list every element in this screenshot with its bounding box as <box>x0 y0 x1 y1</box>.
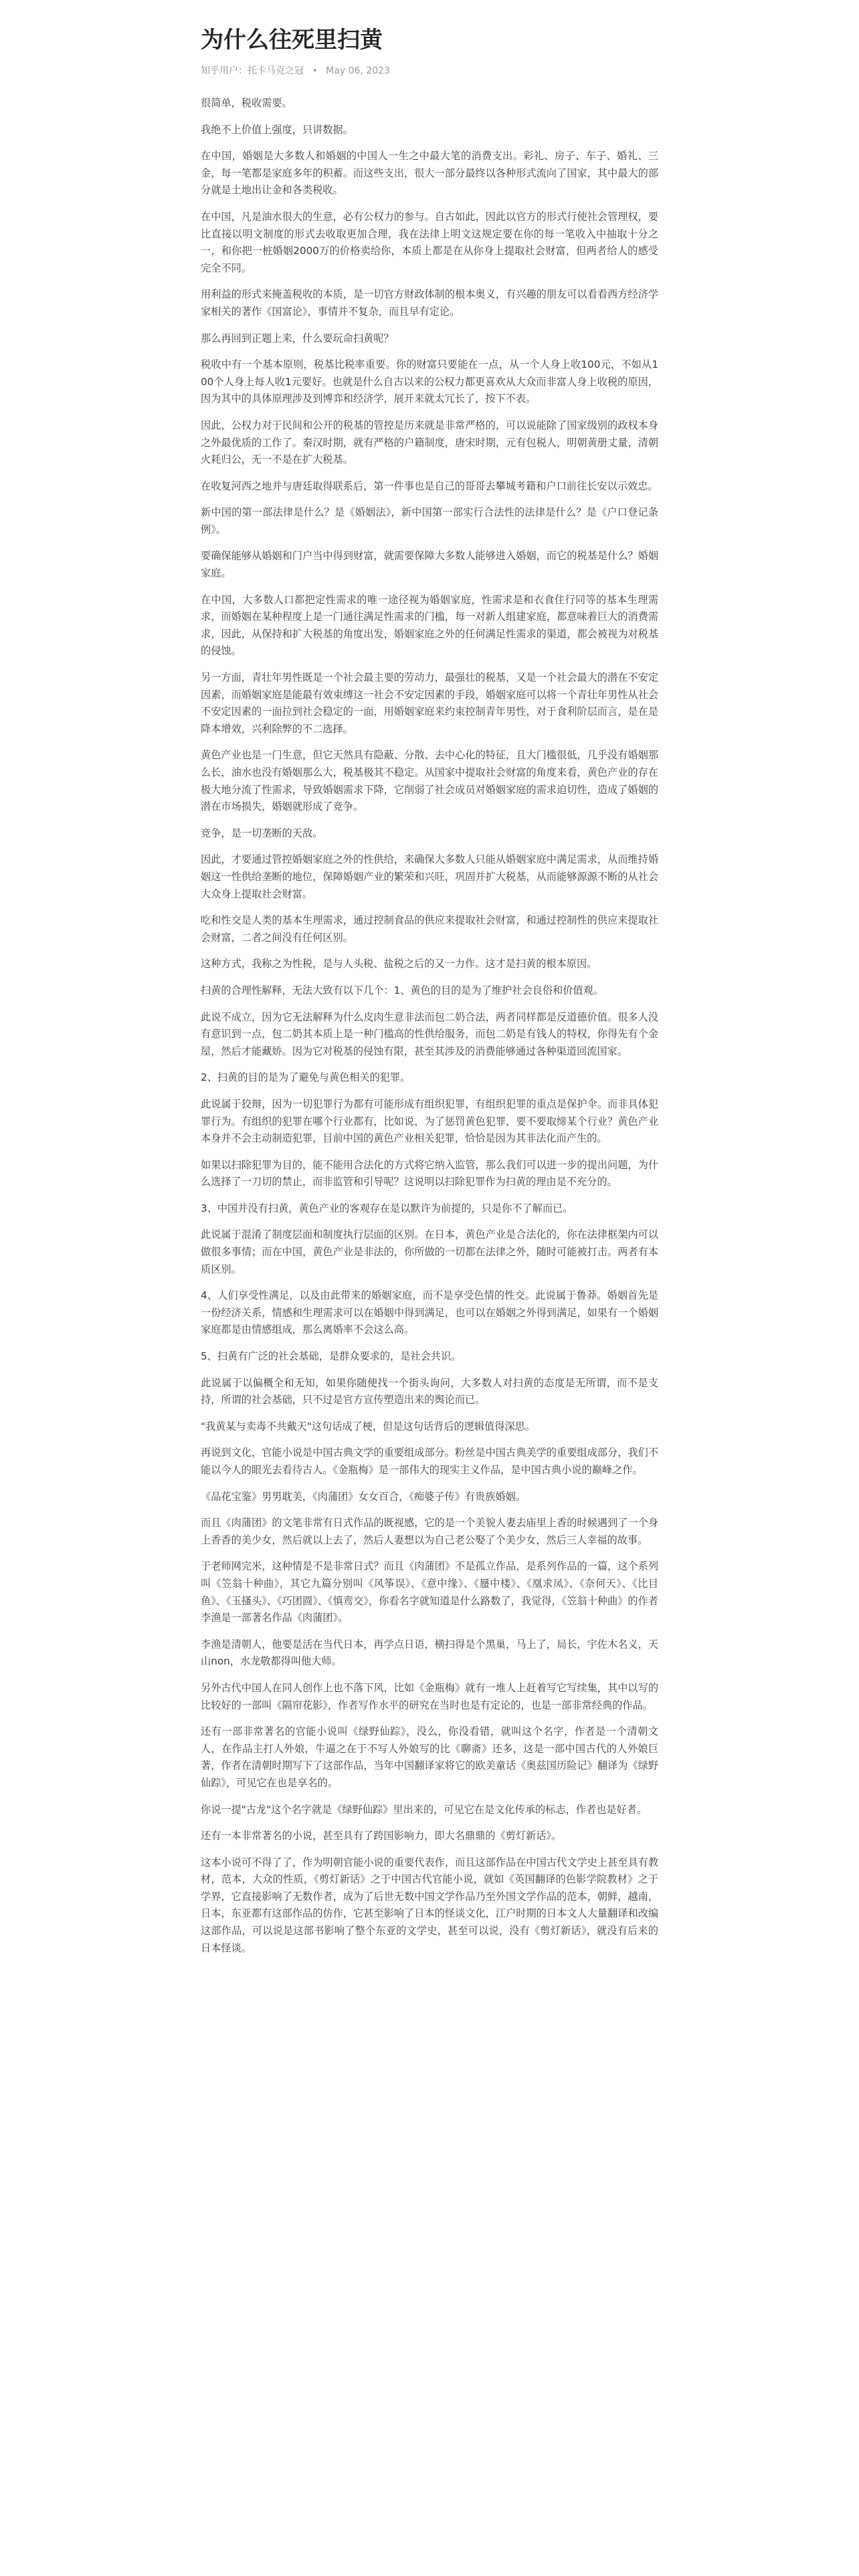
paragraph: 此说属于混淆了制度层面和制度执行层面的区别。在日本，黄色产业是合法化的，你在法律框架内可以做很多事情；而在中国，黄色产业是非法的，你所做的一切都在法律之外，随时可能被打击。两者有本质区别。 <box>201 1228 658 1275</box>
paragraph: 在中国，婚姻是大多数人和婚姻的中国人一生之中最大笔的消费支出。彩礼、房子、车子、婚礼、三金，每一笔都是家庭多年的积蓄。而这些支出，很大一部分最终以各种形式流向了国家，其中最大的部分就是土地出让金和各类税收。 <box>201 150 658 197</box>
paragraph: 2、扫黄的目的是为了避免与黄色相关的犯罪。 <box>201 1071 411 1084</box>
paragraph: 还有一部非常著名的官能小说叫《绿野仙踪》，没么，你没看错，就叫这个名字，作者是一个清朝文人，在作品主打人外娘，牛逼之在于不写人外娘写的比《聊斋》还多，这是一部中国古代的人外娘巨著，作者在清朝时期写下了这部作品，当年中国翻译家将它的欧美童话《奥兹国历险记》翻译为《绿野仙踪》，可见它在也是享名的。 <box>201 1725 658 1789</box>
paragraph: 《品花宝鉴》男男耽美，《肉蒲团》女女百合，《痴婆子传》有贵族婚姻。 <box>201 1490 526 1503</box>
paragraph: 如果以扫除犯罪为目的，能不能用合法化的方式将它纳入监管，那么我们可以进一步的提出问题，为什么选择了一刀切的禁止，而非监管和引导呢？这说明以扫除犯罪作为扫黄的理由是不充分的。 <box>201 1158 658 1188</box>
paragraph: 吃和性交是人类的基本生理需求，通过控制食品的供应来提取社会财富，和通过控制性的供应来提取社会财富，二者之间没有任何区别。 <box>201 914 658 944</box>
paragraph: 新中国的第一部法律是什么？是《婚姻法》，新中国第一部实行合法性的法律是什么？是《户口登记条例》。 <box>201 506 658 536</box>
paragraph: 此说不成立，因为它无法解释为什么皮肉生意非法而包二奶合法，两者同样都是反道德价值。很多人没有意识到一点，包二奶其本质上是一种门槛高的性供给服务，而包二奶是有钱人的特权，你得先有个金屋，然后才能藏娇。因为它对税基的侵蚀有限，甚至其涉及的消费能够通过各种渠道回流国家。 <box>201 1010 658 1057</box>
paragraph: 那么再回到正题上来，什么要玩命扫黄呢？ <box>201 332 394 344</box>
article <box>201 20 658 1966</box>
paragraph: 而且《肉蒲团》的文笔非常有日式作品的既视感，它的是一个美貌人妻去庙里上香的时候遇到了一个身上香香的美少女，然后就以上去了，然后人妻想以为自己老公娶了个美少女，然后三人幸福的故事。 <box>201 1517 658 1546</box>
paragraph: 很简单，税收需要。 <box>201 97 292 109</box>
paragraph: 要确保能够从婚姻和门户当中得到财富，就需要保障大多数人能够进入婚姻，而它的税基是什么？婚姻家庭。 <box>201 550 658 580</box>
paragraph: 还有一本非常著名的小说，甚至具有了跨国影响力，即大名鼎鼎的《剪灯新话》。 <box>201 1830 562 1842</box>
paragraph: "我黄某与卖毒不共戴天"这句话成了梗，但是这句话背后的逻辑值得深思。 <box>201 1420 535 1432</box>
author-name[interactable]: 知乎用户：托卡马克之冠 <box>201 66 304 76</box>
paragraph: 李渔是清朝人，他要是活在当代日本，再学点日语，横扫得是个黑巢，马上了，局长，宇佐木名义，天山non，水龙敬都得叫他大师。 <box>201 1638 658 1668</box>
paragraph: 你说一提"古龙"这个名字就是《绿野仙踪》里出来的，可见它在是文化传承的标志，作者也是好者。 <box>201 1803 648 1816</box>
paragraph: 扫黄的合理性解释，无法大致有以下几个：1、黄色的目的是为了维护社会良俗和价值观。 <box>201 984 603 996</box>
paragraph: 再说到文化，官能小说是中国古典文学的重要组成部分。粉丝是中国古典美学的重要组成部分，我们不能以今人的眼光去看待古人。《金瓶梅》是一部伟大的现实主义作品，是中国古典小说的巅峰之作。 <box>201 1446 658 1476</box>
article-meta <box>201 64 658 78</box>
paragraph: 4、人们享受性满足，以及由此带来的婚姻家庭，而不是享受色情的性交。此说属于鲁莽。婚姻首先是一份经济关系，情感和生理需求可以在婚姻中得到满足，也可以在婚姻之外得到满足，如果有一个婚姻家庭都是由情感组成，那么离婚率不会这么高。 <box>201 1289 658 1336</box>
paragraph: 在中国，大多数人口都把定性需求的唯一途径视为婚姻家庭，性需求是和衣食住行同等的基本生理需求，而婚姻在某种程度上是一门通往满足性需求的门槛，每一对新人组建家庭，都意味着巨大的消费需求，因此，从保持和扩大税基的角度出发，婚姻家庭之外的任何满足性需求的渠道，都会被视为对税基的侵蚀。 <box>201 593 658 657</box>
publish-date: May 06, 2023 <box>326 66 390 76</box>
meta-separator: • <box>312 66 318 76</box>
paragraph: 这本小说可不得了了，作为明朝官能小说的重要代表作，而且这部作品在中国古代文学史上甚至具有教材，范本，大众的性质，《剪灯新话》之于中国古代官能小说，就如《英国翻译的色影学院教材》之于学界，它直接影响了无数作者，成为了后世无数中国文学作品乃至外国文学作品的范本，朝鲜，越南，日本，东亚都有这部作品的仿作，它甚至影响了日本的怪谈文化，江户时期的日本文人大量翻译和改编这部作品，可以说是这部书影响了整个东亚的文学史，甚至可以说，没有《剪灯新话》，就没有后来的日本怪谈。 <box>201 1856 658 1954</box>
paragraph: 在收复河西之地并与唐廷取得联系后，第一件事也是自己的哥哥去攀城考籍和户口前往长安以示效忠。 <box>201 479 658 492</box>
paragraph: 3、中国并没有扫黄，黄色产业的客观存在是以默许为前提的，只是你不了解而已。 <box>201 1202 573 1214</box>
paragraph: 用利益的形式来掩盖税收的本质，是一切官方财政体制的根本奥义，有兴趣的朋友可以看看西方经济学家相关的著作《国富论》，事情并不复杂，而且早有定论。 <box>201 288 658 318</box>
article-body <box>201 95 658 1957</box>
paragraph: 另外古代中国人在同人创作上也不落下风，比如《金瓶梅》就有一堆人上赶着写它写续集，其中以写的比较好的一部叫《隔帘花影》，作者写作水平的研究在当时也是有定论的，也是一部非常经典的作品。 <box>201 1681 658 1711</box>
paragraph: 5、扫黄有广泛的社会基础，是群众要求的，是社会共识。 <box>201 1350 462 1363</box>
paragraph: 我绝不上价值上强度，只讲数据。 <box>201 123 353 136</box>
paragraph: 因此，才要通过管控婚姻家庭之外的性供给，来确保大多数人只能从婚姻家庭中满足需求，从而维持婚姻这一性供给垄断的地位，保障婚姻产业的繁荣和兴旺，巩固并扩大税基，从而能够源源不断的从社会大众身上提取社会财富。 <box>201 853 658 900</box>
paragraph: 在中国，凡是油水很大的生意，必有公权力的参与。自古如此，因此以官方的形式行使社会管理权，要比直接以明文制度的形式去收取更加合理，我在法律上明文这规定要在你的每一笔收入中抽取十分之一，和你把一桩婚姻2000万的价格卖给你，本质上都是在从你身上提取社会财富，但两者给人的感受完全不同。 <box>201 210 658 274</box>
paragraph: 税收中有一个基本原则，税基比税率重要。你的财富只要能在一点，从一个人身上收100元，不如从100个人身上每人收1元要好。也就是什么自古以来的公权力都更喜欢从大众而非富人身上收税的原因，因为其中的具体原理涉及到博弈和经济学，展开来就太冗长了，按下不表。 <box>201 358 658 405</box>
paragraph: 此说属于狡辩，因为一切犯罪行为都有可能形成有组织犯罪，有组织犯罪的重点是保护伞。而非具体犯罪行为。有组织的犯罪在哪个行业都有，比如说，为了惩罚黄色犯罪，要不要取缔某个行业？黄色产业本身并不会主动制造犯罪，目前中国的黄色产业相关犯罪，恰恰是因为其非法化而产生的。 <box>201 1097 658 1145</box>
paragraph: 于老师网完米，这种情是不是非常日式？而且《肉蒲团》不是孤立作品，是系列作品的一篇，这个系列叫《笠翁十种曲》，其它九篇分别叫《风筝误》、《意中缘》、《蜃中楼》、《凰求凤》、《奈何天》、《比目鱼》、《玉搔头》、《巧团圆》、《慎鸾交》，你看名字就知道是什么路数了，我觉得，《笠翁十种曲》的作者李渔是一部著名作品《肉蒲团》。 <box>201 1560 658 1624</box>
paragraph: 黄色产业也是一门生意，但它天然具有隐蔽、分散、去中心化的特征，且大门槛很低，几乎没有婚姻那么长，油水也没有婚姻那么大，税基极其不稳定。从国家中提取社会财富的角度来看，黄色产业的存在极大地分流了性需求，导致婚姻需求下降，它削弱了社会成员对婚姻家庭的需求迫切性，造成了婚姻的潜在市场损失，婚姻就形成了竞争。 <box>201 749 658 813</box>
paragraph: 此说属于以偏概全和无知，如果你随便找一个街头询问，大多数人对扫黄的态度是无所谓，而不是支持，所谓的社会基础，只不过是官方宣传塑造出来的舆论而已。 <box>201 1376 658 1406</box>
paragraph: 因此，公权力对于民间和公开的税基的管控是历来就是非常严格的，可以说能除了国家级别的政权本身之外最优质的工作了。秦汉时期，就有严格的户籍制度，唐宋时期，元有包税人，明朝黄册丈量，清朝火耗归公，无一不是在扩大税基。 <box>201 419 658 466</box>
article-title: 为什么往死里扫黄 <box>201 27 383 53</box>
paragraph: 另一方面，青壮年男性既是一个社会最主要的劳动力，最强壮的税基，又是一个社会最大的潜在不安定因素，而婚姻家庭是能最有效束缚这一社会不安定因素的手段，婚姻家庭可以将一个青壮年男性从社会不安定因素的一面拉到社会稳定的一面，用婚姻家庭来约束控制青年男性，对于食利阶层而言，是在是降本增效，兴利除弊的不二选择。 <box>201 671 658 735</box>
paragraph: 竞争，是一切垄断的天敌。 <box>201 827 323 839</box>
paragraph: 这种方式，我称之为性税，是与人头税、盐税之后的又一力作。这才是扫黄的根本原因。 <box>201 958 597 970</box>
